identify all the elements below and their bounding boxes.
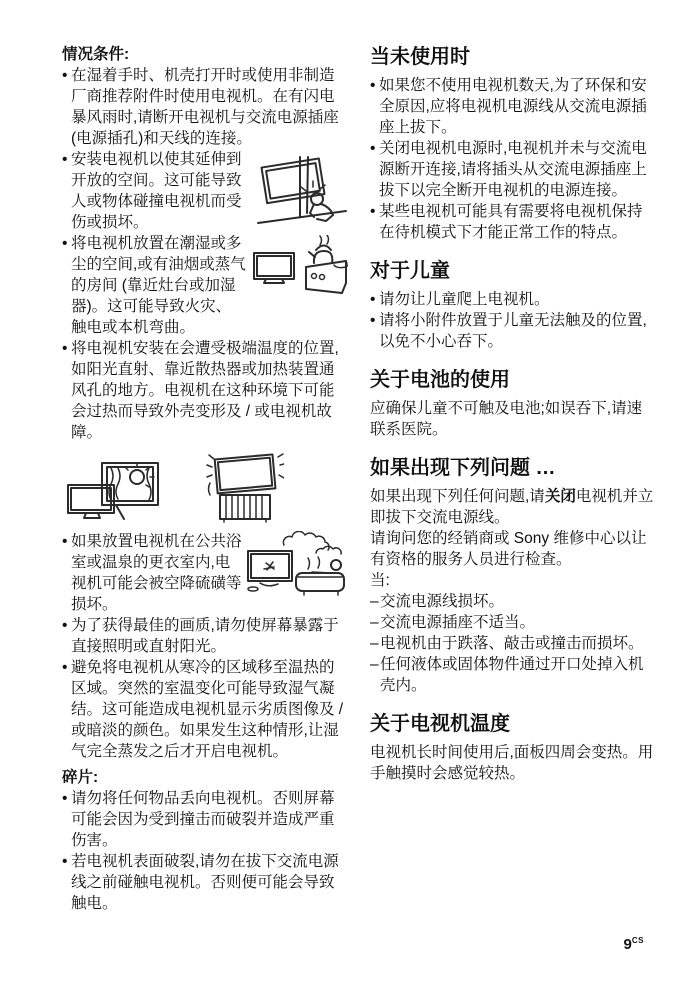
fragment-item-2-text: 若电视机表面破裂,请勿在拔下交流电源线之前碰触电视机。否则便可能会导致触电。 [71,853,339,912]
section-title: 关于电池的使用 [370,369,510,391]
condition-item-2 [62,149,348,233]
tv-on-radiator-illustration [206,453,284,523]
bullet-marker: • [62,67,68,84]
condition-item-5 [62,531,348,615]
dash-item-text: 电视机由于跌落、敲击或撞击而损坏。 [380,635,644,652]
bullet-marker: • [62,853,68,870]
bullet-marker: • [62,790,68,807]
bullet-marker: • [62,340,68,357]
bullet-marker: • [62,659,68,676]
problems-paragraph-1 [370,486,654,528]
page-number [624,936,644,953]
list-item-text: 关闭电视机电源时,电视机并未与交流电源断开连接,请将插头从交流电源插座上拔下以完全断开电视机的电源连接。 [379,140,647,199]
bullet-marker: • [370,312,376,329]
bullet-marker: • [62,151,68,168]
dash-item [370,591,654,612]
fragments-title: 碎片: [62,769,99,786]
paragraph-text: 电视机并立即拔下交流电源线。 [370,488,654,526]
dash-marker: – [370,635,379,652]
section-for-children [370,258,654,352]
list-item [370,310,654,352]
fragment-item-1-text: 请勿将任何物品丢向电视机。否则屏幕可能会因为受到撞击而破裂并造成严重伤害。 [71,790,335,849]
list-item [370,75,654,138]
condition-item-7-text: 避免将电视机从寒冷的区域移至温热的区域。突然的室温变化可能导致湿气凝结。这可能造成电视机显示劣质图像及 / 或暗淡的颜色。如果发生这种情形,让湿气完全蒸发之后才开启电视机。 [71,659,344,760]
list-item-text: 请勿让儿童爬上电视机。 [379,291,550,308]
temperature-paragraph: 电视机长时间使用后,面板四周会变热。用手触摸时会感觉较热。 [370,744,654,782]
tv-near-stove-illustration [252,235,348,295]
fragment-item-1 [62,788,348,851]
condition-item-6 [62,615,348,657]
fragment-item-2 [62,851,348,914]
section-title: 关于电视机温度 [370,713,510,735]
when-label: 当: [370,572,390,589]
condition-item-3-text: 将电视机放置在潮湿或多尘的空间,或有油烟或蒸气的房间 (靠近灶台或加湿器)。这可能导致火灾、触电或本机弯曲。 [71,235,246,336]
list-item-text: 某些电视机可能具有需要将电视机保持在待机模式下才能正常工作的特点。 [379,203,643,241]
bullet-marker: • [370,291,376,308]
temperature-illustrations-row [62,451,348,523]
left-column [62,44,348,914]
condition-item-6-text: 为了获得最佳的画质,请勿使屏幕暴露于直接照明或直射阳光。 [71,617,339,655]
problems-paragraph-2: 请询问您的经销商或 Sony 维修中心以让有资格的服务人员进行检查。 [370,530,647,568]
right-column [370,44,654,914]
section-title: 当未使用时 [370,46,470,68]
section-battery-use [370,367,654,440]
dash-item-text: 任何液体或固体物件通过开口处掉入机壳内。 [380,656,644,694]
condition-item-5-text: 如果放置电视机在公共浴室或温泉的更衣室内,电视机可能会被空降硫磺等损坏。 [71,533,242,613]
dash-item [370,654,654,696]
conditions-title: 情况条件: [62,46,130,63]
tv-in-bathroom-illustration [246,531,348,605]
list-item-text: 请将小附件放置于儿童无法触及的位置,以免不小心吞下。 [379,312,647,350]
dash-marker: – [370,593,379,610]
two-column-layout [62,44,654,914]
dash-item [370,633,654,654]
tv-collision-illustration [256,151,348,229]
paragraph-bold-text: 关闭 [544,488,576,505]
list-item [370,138,654,201]
page-region-code: CS [631,936,644,945]
section-when-not-in-use [370,44,654,243]
bullet-marker: • [62,617,68,634]
dash-item-text: 交流电源线损坏。 [380,593,505,610]
bullet-marker: • [62,235,68,252]
condition-item-2-text: 安装电视机以使其延伸到开放的空间。这可能导致人或物体碰撞电视机而受伤或损坏。 [71,151,242,231]
section-tv-temperature [370,711,654,784]
paragraph-text: 如果出现下列任何问题,请 [370,488,545,505]
condition-item-3 [62,233,348,338]
section-if-problems-occur [370,455,654,696]
condition-item-7 [62,657,348,762]
condition-item-4 [62,338,348,443]
dash-marker: – [370,656,379,673]
condition-item-4-text: 将电视机安装在会遭受极端温度的位置,如阳光直射、靠近散热器或加热装置通风孔的地方。电视机在这种环境下可能会过热而导致外壳变形及 / 或电视机故障。 [71,340,339,441]
battery-paragraph: 应确保儿童不可触及电池;如误吞下,请速联系医院。 [370,400,643,438]
section-title: 对于儿童 [370,260,450,282]
section-title: 如果出现下列问题 … [370,457,556,479]
tv-direct-sunlight-illustration [66,461,162,523]
bullet-marker: • [370,140,376,157]
condition-item-1 [62,65,348,149]
page-number-value: 9 [623,936,632,953]
dash-item-text: 交流电源插座不适当。 [380,614,536,631]
condition-item-1-text: 在湿着手时、机壳打开时或使用非制造厂商推荐附件时使用电视机。在有闪电暴风雨时,请断开电视机与交流电源插座 (电源插孔)和天线的连接。 [71,67,339,147]
list-item [370,201,654,243]
bullet-marker: • [62,533,68,550]
bullet-marker: • [370,77,376,94]
bullet-marker: • [370,203,376,220]
list-item [370,289,654,310]
list-item-text: 如果您不使用电视机数天,为了环保和安全原因,应将电视机电源线从交流电源插座上拔下。 [379,77,647,136]
dash-item [370,612,654,633]
dash-marker: – [370,614,379,631]
